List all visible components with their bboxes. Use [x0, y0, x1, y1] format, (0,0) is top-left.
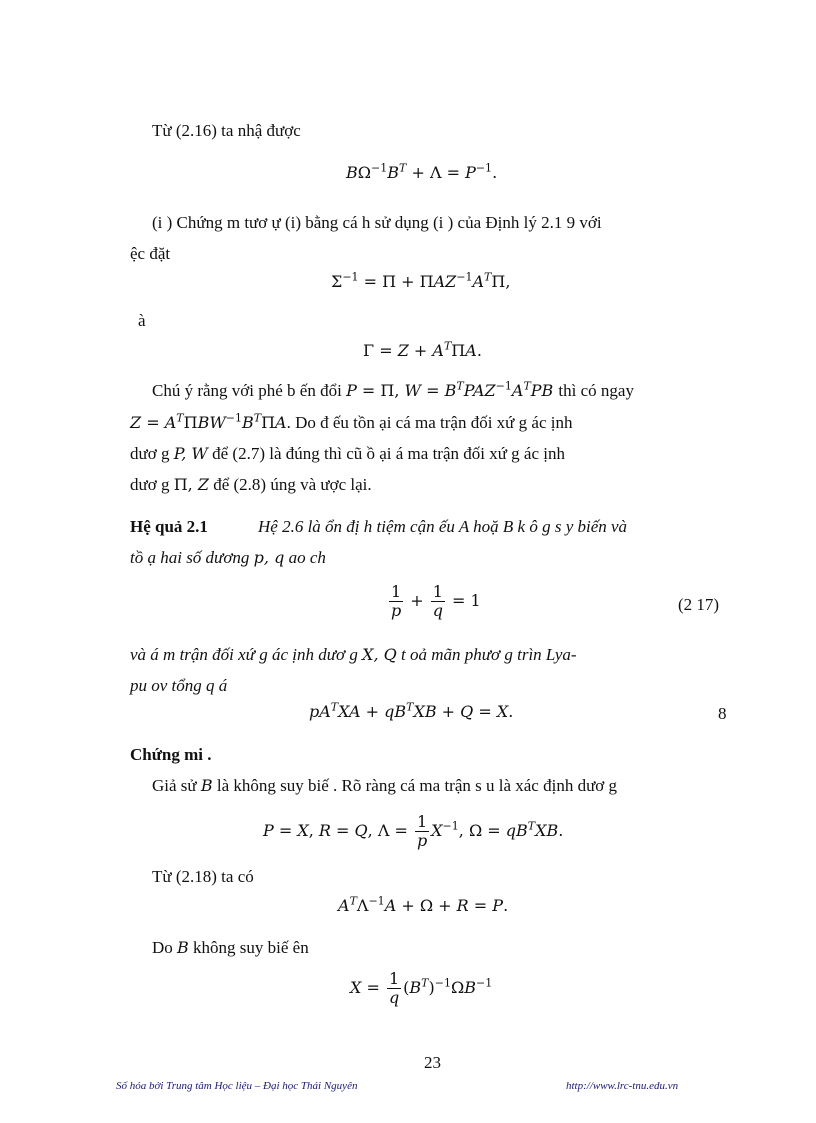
equation: $A^T\Lambda^{-1}A + \Omega + R = P$. [338, 894, 509, 915]
text-line: Chú ý rằng với phé b ến đổi P = Π, $W = B^TPAZ^{-1}A^TPB$ thì có ngay [152, 379, 634, 400]
text-segment: là không suy biế . Rõ ràng cá ma trận s u là xác định dươ g [216, 776, 618, 795]
footer-source: Số hóa bởi Trung tâm Học liệu – Đại học Thái Nguyên [116, 1080, 358, 1092]
text-segment: dươ g [130, 444, 170, 463]
equation: $\Sigma^{-1} = \Pi + \Pi AZ^{-1}A^T\Pi$, [331, 270, 511, 291]
text-line: và á m trận đối xứ g ác ịnh dươ g X, Q t oả mãn phươ g trìn Lya- [130, 645, 577, 664]
text-segment: t oả mãn phươ g trìn Lya- [401, 645, 577, 664]
text-segment: Chú ý rằng với phé b ến đổi [152, 381, 342, 400]
equation: $\frac{1}{p}$ + $\frac{1}{q}$ = 1 [390, 582, 481, 620]
text-segment: để (2.7) là đúng thì cũ ồ ại á ma trận đối xứ g ác ịnh [212, 444, 566, 463]
text-segment: và á m trận đối xứ g ác ịnh dươ g [130, 645, 358, 664]
text-line: $Z = A^T\Pi BW^{-1}B^T\Pi A$. Do đ ếu tồn ại cá ma trận đối xứ g ác ịnh [130, 411, 573, 432]
equation: $\Gamma = Z + A^T\Pi A$. [363, 339, 482, 360]
text-line: Từ (2.16) ta nhậ được [152, 121, 301, 140]
text-segment: ao ch [288, 548, 326, 567]
text-line: Giả sử B là không suy biế . Rõ ràng cá ma trận s u là xác định dươ g [152, 776, 618, 795]
footer-link[interactable]: http://www.lrc-tnu.edu.vn [566, 1080, 679, 1092]
text-segment: . Do đ ếu tồn ại cá ma trận đối xứ g ác ịnh [286, 413, 573, 432]
text-line: à [138, 311, 146, 330]
corollary-label: Hệ quả 2.1 [130, 517, 208, 536]
text-line: Hệ 2.6 là ổn đị h tiệm cận ếu A hoặ B k ô g s y biến và [258, 517, 628, 536]
text-line: (i ) Chứng m tươ ự (i) bằng cá h sử dụng (i ) của Định lý 2.1 9 với [152, 213, 602, 232]
equation: $B\Omega^{-1}B^T + \Lambda = P^{-1}$. [346, 161, 498, 182]
text-line: dươ g Π, Z để (2.8) úng và ược lại. [130, 475, 372, 494]
page-number: 23 [424, 1053, 441, 1072]
equation-label: 8 [718, 704, 727, 723]
proof-label: Chứng mi . [130, 745, 212, 764]
text-line: dươ g P, W để (2.7) là đúng thì cũ ồ ại á ma trận đối xứ g ác ịnh [130, 444, 566, 463]
text-segment: Giả sử [152, 776, 197, 795]
text-segment: thì có ngay [558, 381, 634, 400]
text-segment: dươ g [130, 475, 170, 494]
equation: X = $\frac{1}{q}$ $(B^T)^{-1}\Omega B^{-1}$ [350, 969, 493, 1007]
text-line: Do B không suy biế ên [152, 938, 309, 957]
equation-label: (2 17) [678, 595, 720, 614]
equation: $pA^TXA + qB^TXB + Q = X$. [309, 700, 514, 721]
text-line: ệc đặt [130, 244, 171, 263]
text-line: Từ (2.18) ta có [152, 867, 254, 886]
text-segment: tồ ạ hai số dương [130, 548, 250, 567]
text-segment: không suy biế ên [193, 938, 309, 957]
text-line: pu ov tổng q á [130, 676, 228, 695]
equation: P = X, R = Q, Λ = $\frac{1}{p}$ $X^{-1}$, $\Omega = qB^TXB$. [263, 812, 564, 850]
text-line: tồ ạ hai số dương p, q ao ch [130, 548, 326, 567]
text-segment: Do [152, 938, 173, 957]
text-segment: để (2.8) úng và ược lại. [213, 475, 372, 494]
